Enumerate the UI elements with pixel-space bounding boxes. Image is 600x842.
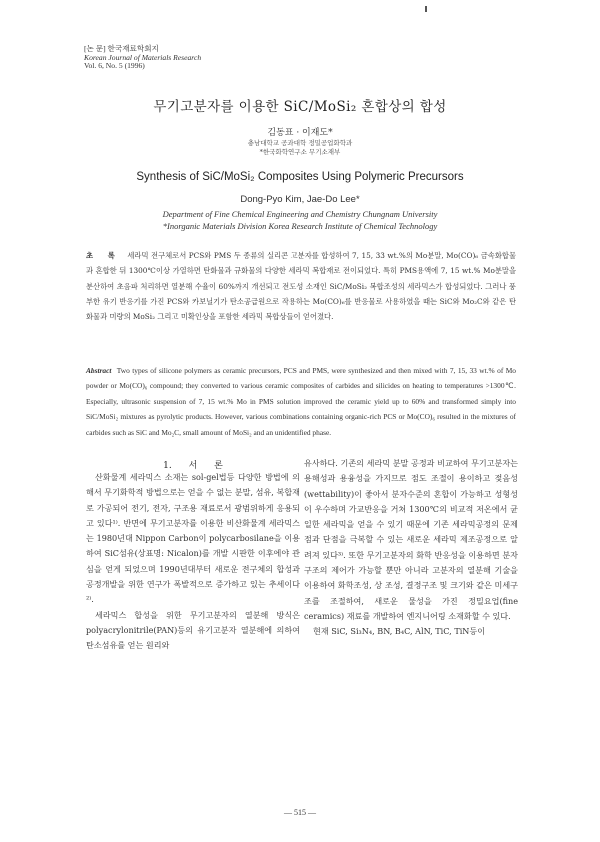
page-number: — 515 — [284,808,316,817]
intro-paragraph-4: 현재 SiC, Si₃N₄, BN, B₄C, AlN, TiC, TiN등이 [313,626,486,637]
affiliations-english [0,208,600,232]
section-heading-introduction: 1. 서 론 [163,461,223,471]
abstract-korean-text: 세라믹 전구체로서 PCS와 PMS 두 종류의 실리콘 고분자를 합성하여 7, 15, 33 wt.%의 Mo분말, Mo(CO)₆ 금속화합물과 혼합한 뒤 1300℃이상 가열하면 탄화물과 규화물의 다양한 세라믹 복합재로 전이되었다. 특히 PMS용액에 7, 15 wt.% Mo분말을 분산하여 초음파 처리하면 열분해 수율이 60%까지 개선되고 전도성 소재인 SiC/MoSi₂ 복합조성의 세라믹스가 합성되었다. 그러나 풍부한 유기 반응기를 가진 PCS와 카보닐기가 탄소공급원으로 작용하는 Mo(CO)₆를 반응물로 사용하였을 때는 SiC와 Mo₂C와 같은 탄화물과 미량의 MoSi₂ 그리고 미확인상을 포함한 세라믹 복합상들이 얻어졌다. [86,251,516,322]
affiliation-ko-1: 충남대학교 공과대학 정밀공업화학과 [247,139,353,147]
abstract-english [86,363,516,440]
journal-line-ko: [논 문] 한국재료학회지 [84,44,159,53]
affiliations-korean [0,139,600,157]
title-korean: 무기고분자를 이용한 SiC/MoSi₂ 혼합상의 합성 [153,99,447,115]
intro-paragraph-3: 유사하다. 기존의 세라믹 분말 공정과 비교하여 무기고분자는 용해성과 용융성을 가지므로 점도 조절이 용이하고 젖음성(wettability)이 좋아서 분자수준의 혼합이 가능하고 성형성이 우수하며 가교반응을 거쳐 1300℃의 비교적 저온에서 균일한 세라믹을 얻을 수 있기 때문에 기존 세라믹공정의 문제점과 단점을 극복할 수 있는 새로운 세라믹 제조공정으로 알려져 있다³⁾. 또한 무기고분자의 화학 반응성을 이용하면 분자구조의 제어가 가능할 뿐만 아니라 고분자의 열분해 기술을 이용하여 화학조성, 상 조성, 결정구조 및 크기와 같은 미세구조를 조절하여, 새로운 물성을 가진 정밀요업(fine ceramics) 재료를 개발하여 엔지니어링 소재화할 수 있다. [304,458,518,621]
authors-korean: 김동표 · 이재도* [267,128,333,138]
journal-volume: Vol. 6, No. 5 (1996) [84,61,145,71]
affiliation-en-2: *Inorganic Materials Division Korea Research Institute of Chemical Technology [162,221,438,231]
abstract-english-text: Two types of silicone polymers as ceramic precursors, PCS and PMS, were synthesized and then mixed with 7, 15, 33 wt.% of Mo powder or Mo(CO)₆ compound; they converted to various ceramic composites of carbides and silicides on heating to temperatures >1300℃. Especially, ultrasonic suspension of 7, 15 wt.% Mo in PMS solution improved the ceramic yield up to 60% and transformed simply into SiC/MoSi₂ mixtures as pyrolytic products. However, various combinations containing organic-rich PCS or Mo(CO)₆ resulted in the mixtures of carbides such as SiC and Mo₂C, small amount of MoSi₂ and an unidentified phase. [86,366,516,437]
top-mark [425,6,427,12]
intro-paragraph-1: 산화물계 세라믹스 소재는 sol-gel법등 다양한 방법에 의해서 무기화학적 방법으로는 얻을 수 없는 분말, 섬유, 복합재로 가공되어 전기, 전자, 구조용 재료로서 광범위하게 응용되고 있다¹⁾. 반면에 무기고분자를 이용한 비산화물계 세라믹스는 1980년대 Nippon Carbon이 polycarbosilane을 이용하여 SiC섬유(상표명: Nicalon)를 개발 시판한 이후에야 관심을 얻게 되었으며 1990년대부터 새로운 전구체의 합성과 공정개발을 위한 연구가 폭발적으로 증가하고 있는 추세이다²⁾. [86,472,300,605]
intro-paragraph-2: 세라믹스 합성을 위한 무기고분자의 열분해 방식은 polyacrylonitrile(PAN)등의 유기고분자 열분해에 의하여 탄소섬유를 얻는 원리와 [86,609,300,651]
abstract-korean-label: 초 록 [86,251,121,260]
journal-header [84,45,201,71]
abstract-english-label: Abstract [86,366,112,375]
journal-line-en: Korean Journal of Materials Research [84,52,202,62]
affiliation-ko-2: *한국화학연구소 무기소재부 [259,148,341,156]
body-column-left [86,470,300,654]
title-english: Synthesis of SiC/MoSi₂ Composites Using Polymeric Precursors [136,171,464,183]
abstract-korean [86,248,516,324]
affiliation-en-1: Department of Fine Chemical Engineering and Chemistry Chungnam University [162,209,438,219]
body-column-right [304,456,518,640]
authors-english: Dong-Pyo Kim, Jae-Do Lee* [240,194,360,205]
